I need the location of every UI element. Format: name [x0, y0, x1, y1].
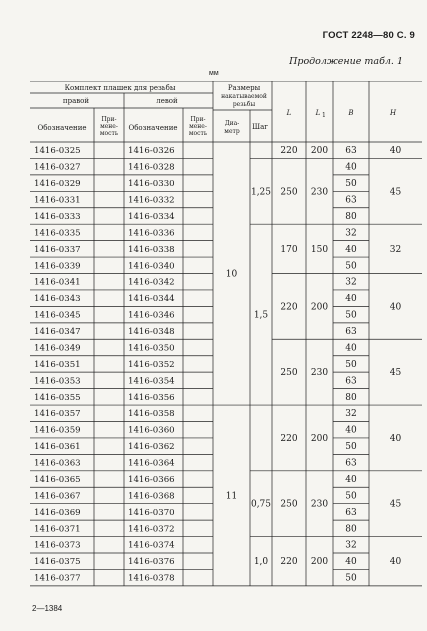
left-designation-cell: 1416-0376 — [128, 557, 175, 568]
H-value-cell: 45 — [389, 499, 402, 510]
left-designation-cell: 1416-0370 — [128, 507, 175, 518]
left-designation-cell: 1416-0326 — [128, 146, 175, 157]
right-designation-cell: 1416-0325 — [34, 146, 81, 157]
header-thread-3: резьбы — [232, 101, 256, 108]
right-designation-cell: 1416-0331 — [34, 195, 81, 206]
left-designation-cell: 1416-0346 — [128, 310, 175, 321]
right-designation-cell: 1416-0369 — [34, 507, 81, 518]
pitch-value-cell: 1,0 — [253, 557, 269, 568]
header-applicability-right-1: При- — [101, 116, 117, 123]
left-designation-cell: 1416-0374 — [128, 540, 175, 551]
header-right: правой — [62, 97, 90, 105]
right-designation-cell: 1416-0343 — [34, 294, 81, 305]
H-value-cell: 40 — [389, 433, 402, 444]
header-thread-2: накатываемой — [221, 93, 267, 100]
left-designation-cell: 1416-0360 — [128, 425, 175, 436]
header-diameter-2: метр — [224, 128, 240, 135]
left-designation-cell: 1416-0366 — [128, 474, 175, 485]
right-designation-cell: 1416-0373 — [34, 540, 81, 551]
right-designation-cell: 1416-0357 — [34, 409, 81, 420]
header-thread-1: Размеры — [227, 84, 261, 92]
header-B: B — [348, 109, 354, 117]
right-designation-cell: 1416-0327 — [34, 162, 81, 173]
b-value-cell: 40 — [345, 244, 357, 255]
L1-value-cell: 200 — [310, 433, 329, 444]
b-value-cell: 40 — [345, 162, 357, 173]
right-designation-cell: 1416-0359 — [34, 425, 81, 436]
b-value-cell: 32 — [345, 409, 357, 420]
table-body — [34, 146, 401, 583]
right-designation-cell: 1416-0365 — [34, 474, 81, 485]
H-value-cell: 40 — [389, 557, 402, 568]
b-value-cell: 80 — [345, 392, 357, 403]
right-designation-cell: 1416-0333 — [34, 211, 81, 222]
b-value-cell: 40 — [345, 557, 357, 568]
b-value-cell: 63 — [345, 327, 357, 338]
L1-value-cell: 150 — [310, 244, 329, 255]
header-designation-left: Обозначение — [128, 124, 178, 132]
right-designation-cell: 1416-0371 — [34, 524, 81, 535]
L1-value-cell: 230 — [310, 187, 329, 198]
H-value-cell: 40 — [389, 302, 402, 313]
right-designation-cell: 1416-0353 — [34, 376, 81, 387]
b-value-cell: 63 — [345, 195, 357, 206]
b-value-cell: 80 — [345, 524, 357, 535]
right-designation-cell: 1416-0377 — [34, 573, 81, 584]
header-applicability-left-1: При- — [190, 116, 206, 123]
table-body-lines — [30, 142, 422, 586]
diameter-value-cell: 11 — [225, 491, 238, 502]
right-designation-cell: 1416-0349 — [34, 343, 81, 354]
b-value-cell: 50 — [345, 310, 357, 321]
footer-label: 2—1384 — [32, 604, 63, 613]
L1-value-cell: 200 — [310, 557, 329, 568]
left-designation-cell: 1416-0372 — [128, 524, 175, 535]
left-designation-cell: 1416-0350 — [128, 343, 175, 354]
left-designation-cell: 1416-0328 — [128, 162, 175, 173]
right-designation-cell: 1416-0329 — [34, 179, 81, 190]
b-value-cell: 40 — [345, 343, 357, 354]
b-value-cell: 32 — [345, 228, 357, 239]
H-value-cell: 32 — [389, 244, 402, 255]
left-designation-cell: 1416-0344 — [128, 294, 175, 305]
left-designation-cell: 1416-0332 — [128, 195, 175, 206]
header-diameter-1: Диа- — [224, 120, 240, 127]
b-value-cell: 50 — [345, 491, 357, 502]
b-value-cell: 50 — [345, 442, 357, 453]
header-designation-right: Обозначение — [37, 124, 87, 132]
header-applicability-left-3: мость — [188, 130, 208, 137]
right-designation-cell: 1416-0351 — [34, 359, 81, 370]
b-value-cell: 32 — [345, 277, 357, 288]
header-left: левой — [156, 97, 178, 105]
H-value-cell: 45 — [389, 187, 402, 198]
left-designation-cell: 1416-0364 — [128, 458, 175, 469]
right-designation-cell: 1416-0341 — [34, 277, 81, 288]
left-designation-cell: 1416-0342 — [128, 277, 175, 288]
b-value-cell: 50 — [345, 179, 357, 190]
b-value-cell: 80 — [345, 211, 357, 222]
header-L1: L — [315, 109, 321, 117]
pitch-value-cell: 1,5 — [253, 310, 269, 321]
left-designation-cell: 1416-0354 — [128, 376, 175, 387]
H-value-cell: 45 — [389, 368, 402, 379]
L1-value-cell: 230 — [310, 499, 329, 510]
pitch-value-cell: 1,25 — [250, 187, 272, 198]
L-value-cell: 250 — [280, 368, 298, 379]
right-designation-cell: 1416-0355 — [34, 392, 81, 403]
right-designation-cell: 1416-0335 — [34, 228, 81, 239]
left-designation-cell: 1416-0362 — [128, 442, 175, 453]
right-designation-cell: 1416-0337 — [34, 244, 81, 255]
left-designation-cell: 1416-0368 — [128, 491, 175, 502]
unit-label: мм — [209, 70, 219, 77]
b-value-cell: 63 — [345, 376, 357, 387]
right-designation-cell: 1416-0363 — [34, 458, 81, 469]
left-designation-cell: 1416-0356 — [128, 392, 175, 403]
L1-value-cell: 200 — [310, 146, 329, 157]
left-designation-cell: 1416-0358 — [128, 409, 175, 420]
left-designation-cell: 1416-0330 — [128, 179, 175, 190]
header-applicability-left-2: мене- — [189, 123, 207, 130]
right-designation-cell: 1416-0347 — [34, 327, 81, 338]
header-L1-sub: 1 — [322, 112, 326, 119]
right-designation-cell: 1416-0339 — [34, 261, 81, 272]
left-designation-cell: 1416-0338 — [128, 244, 175, 255]
b-value-cell: 50 — [345, 359, 357, 370]
header-L: L — [286, 109, 292, 117]
right-designation-cell: 1416-0367 — [34, 491, 81, 502]
data-table — [30, 81, 422, 596]
header-pitch: Шаг — [252, 123, 268, 131]
continuation-label: Продолжение табл. 1 — [289, 56, 403, 67]
pitch-value-cell: 0,75 — [250, 499, 272, 510]
b-value-cell: 32 — [345, 540, 357, 551]
b-value-cell: 40 — [345, 474, 357, 485]
L-value-cell: 250 — [280, 187, 298, 198]
L1-value-cell: 200 — [310, 302, 329, 313]
b-value-cell: 40 — [345, 294, 357, 305]
right-designation-cell: 1416-0375 — [34, 557, 81, 568]
page-header: ГОСТ 2248—80 С. 9 — [322, 30, 415, 41]
b-value-cell: 50 — [345, 261, 357, 272]
left-designation-cell: 1416-0334 — [128, 211, 175, 222]
L1-value-cell: 230 — [310, 368, 329, 379]
diameter-value-cell: 10 — [225, 269, 238, 280]
table-header — [37, 84, 396, 137]
L-value-cell: 220 — [280, 146, 298, 157]
b-value-cell: 40 — [345, 425, 357, 436]
left-designation-cell: 1416-0340 — [128, 261, 175, 272]
L-value-cell: 220 — [280, 557, 298, 568]
header-applicability-right-3: мость — [99, 130, 119, 137]
H-value-cell: 40 — [389, 146, 402, 157]
right-designation-cell: 1416-0361 — [34, 442, 81, 453]
left-designation-cell: 1416-0352 — [128, 359, 175, 370]
L-value-cell: 250 — [280, 499, 298, 510]
b-value-cell: 63 — [345, 458, 357, 469]
L-value-cell: 220 — [280, 302, 298, 313]
header-H: H — [389, 109, 397, 117]
header-applicability-right-2: мене- — [100, 123, 118, 130]
b-value-cell: 63 — [345, 507, 357, 518]
b-value-cell: 50 — [345, 573, 357, 584]
L-value-cell: 220 — [280, 433, 298, 444]
right-designation-cell: 1416-0345 — [34, 310, 81, 321]
b-value-cell: 63 — [345, 146, 357, 157]
left-designation-cell: 1416-0378 — [128, 573, 175, 584]
left-designation-cell: 1416-0336 — [128, 228, 175, 239]
header-set: Комплект плашек для резьбы — [64, 84, 176, 92]
L-value-cell: 170 — [280, 244, 298, 255]
left-designation-cell: 1416-0348 — [128, 327, 175, 338]
